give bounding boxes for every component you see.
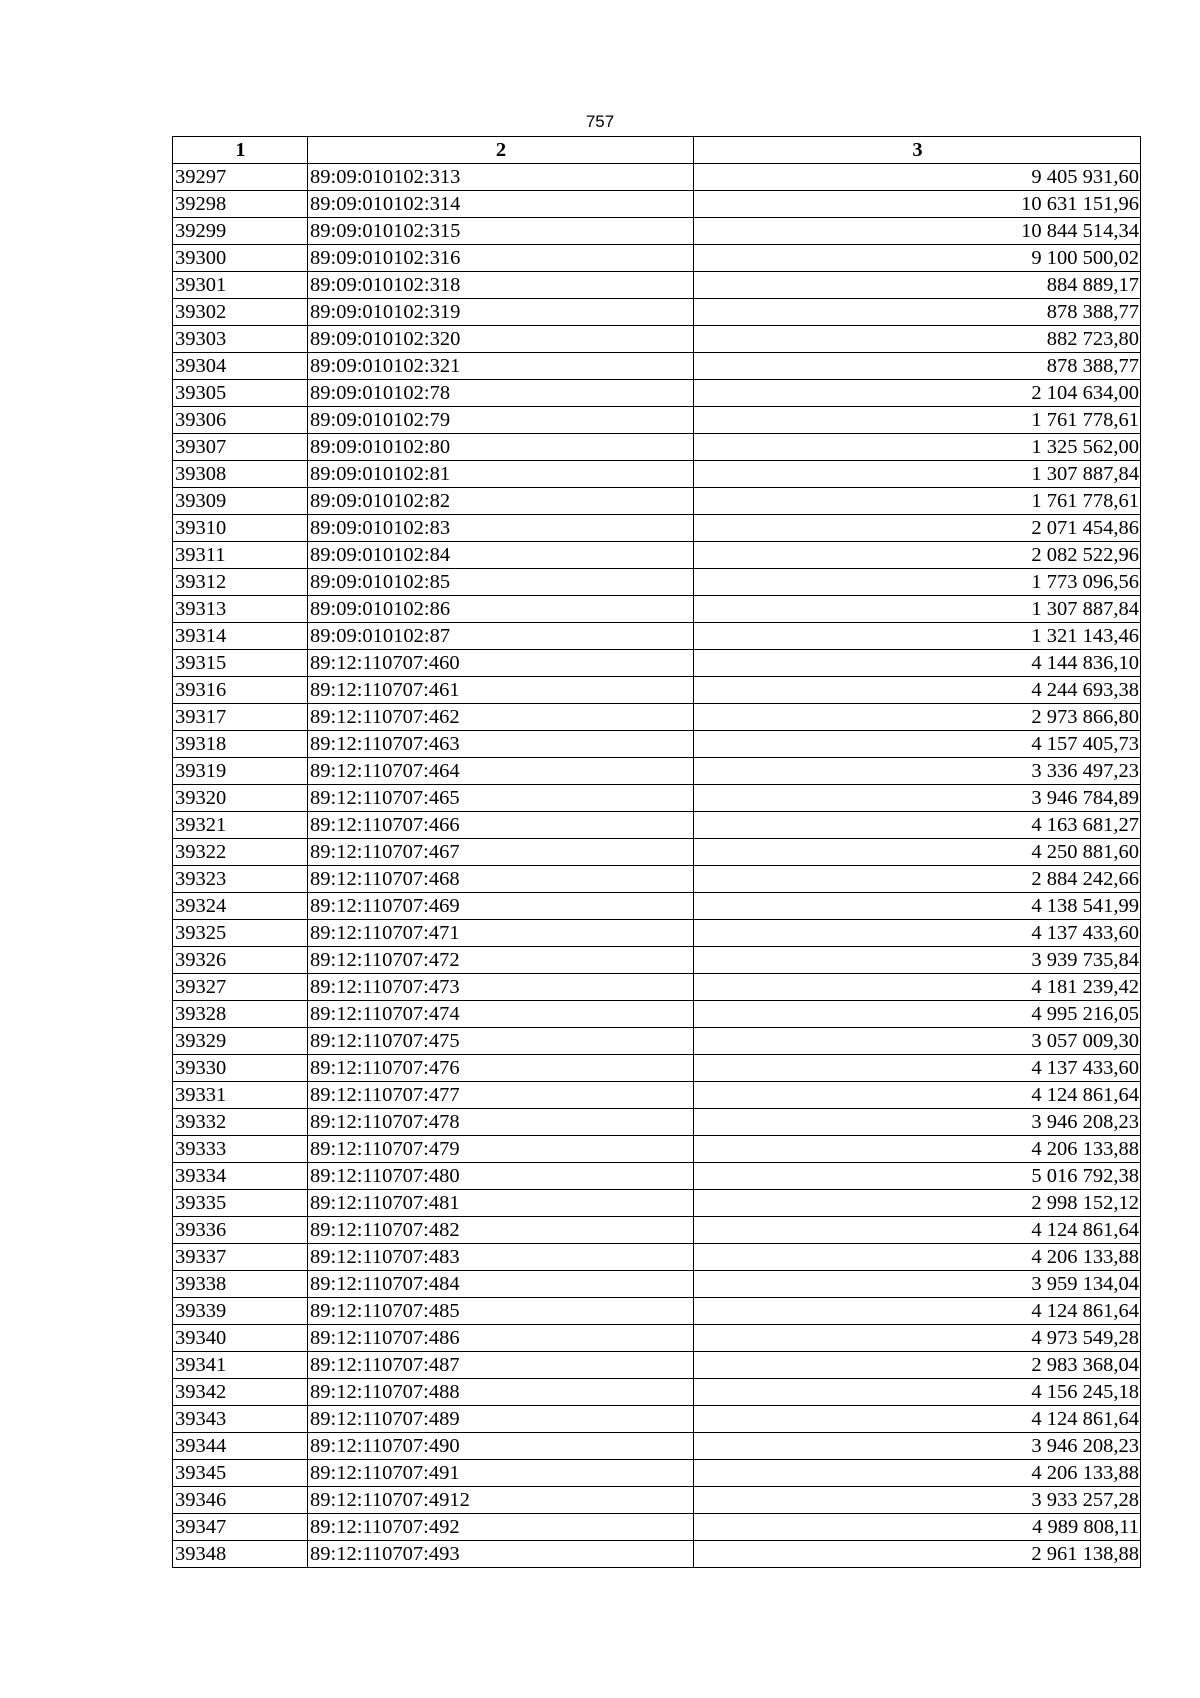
cadastral-number-cell: 89:12:110707:466 [308,812,694,839]
row-number-cell: 39321 [173,812,308,839]
cadastral-number-cell: 89:12:110707:461 [308,677,694,704]
table-row [173,1109,1141,1136]
cadastral-number-cell: 89:12:110707:464 [308,758,694,785]
value-cell: 1 321 143,46 [694,623,1141,650]
table-row [173,1325,1141,1352]
row-number-cell: 39318 [173,731,308,758]
value-cell: 4 137 433,60 [694,920,1141,947]
cadastral-number-cell: 89:12:110707:480 [308,1163,694,1190]
row-number-cell: 39332 [173,1109,308,1136]
table-row [173,731,1141,758]
registry-table [172,136,1141,1568]
value-cell: 4 973 549,28 [694,1325,1141,1352]
cadastral-number-cell: 89:09:010102:321 [308,353,694,380]
row-number-cell: 39326 [173,947,308,974]
row-number-cell: 39297 [173,164,308,191]
value-cell: 1 761 778,61 [694,407,1141,434]
table-row [173,434,1141,461]
value-cell: 4 124 861,64 [694,1406,1141,1433]
row-number-cell: 39319 [173,758,308,785]
cadastral-number-cell: 89:12:110707:490 [308,1433,694,1460]
row-number-cell: 39304 [173,353,308,380]
value-cell: 3 933 257,28 [694,1487,1141,1514]
cadastral-number-cell: 89:12:110707:486 [308,1325,694,1352]
cadastral-number-cell: 89:12:110707:472 [308,947,694,974]
row-number-cell: 39299 [173,218,308,245]
table-row [173,299,1141,326]
row-number-cell: 39329 [173,1028,308,1055]
value-cell: 4 995 216,05 [694,1001,1141,1028]
table-row [173,1136,1141,1163]
table-row [173,164,1141,191]
table-row [173,893,1141,920]
cadastral-number-cell: 89:12:110707:485 [308,1298,694,1325]
row-number-cell: 39312 [173,569,308,596]
cadastral-number-cell: 89:12:110707:488 [308,1379,694,1406]
row-number-cell: 39311 [173,542,308,569]
row-number-cell: 39333 [173,1136,308,1163]
table-row [173,1244,1141,1271]
table-row [173,326,1141,353]
table-row [173,1379,1141,1406]
value-cell: 9 405 931,60 [694,164,1141,191]
row-number-cell: 39324 [173,893,308,920]
value-cell: 4 989 808,11 [694,1514,1141,1541]
table-row [173,380,1141,407]
table-row [173,1487,1141,1514]
cadastral-number-cell: 89:12:110707:475 [308,1028,694,1055]
row-number-cell: 39330 [173,1055,308,1082]
table-row [173,1298,1141,1325]
row-number-cell: 39320 [173,785,308,812]
cadastral-number-cell: 89:09:010102:79 [308,407,694,434]
value-cell: 1 325 562,00 [694,434,1141,461]
value-cell: 878 388,77 [694,299,1141,326]
cadastral-number-cell: 89:12:110707:471 [308,920,694,947]
row-number-cell: 39336 [173,1217,308,1244]
table-row [173,812,1141,839]
cadastral-number-cell: 89:12:110707:4912 [308,1487,694,1514]
table-row [173,1055,1141,1082]
table-row [173,1190,1141,1217]
cadastral-number-cell: 89:12:110707:481 [308,1190,694,1217]
column-header-2: 2 [308,137,694,164]
row-number-cell: 39335 [173,1190,308,1217]
cadastral-number-cell: 89:12:110707:479 [308,1136,694,1163]
cadastral-number-cell: 89:09:010102:83 [308,515,694,542]
table-row [173,488,1141,515]
row-number-cell: 39317 [173,704,308,731]
cadastral-number-cell: 89:09:010102:315 [308,218,694,245]
table-row [173,245,1141,272]
table-row [173,542,1141,569]
table-row [173,677,1141,704]
value-cell: 2 104 634,00 [694,380,1141,407]
cadastral-number-cell: 89:09:010102:314 [308,191,694,218]
value-cell: 3 959 134,04 [694,1271,1141,1298]
table-row [173,1217,1141,1244]
cadastral-number-cell: 89:09:010102:85 [308,569,694,596]
table-row [173,947,1141,974]
table-row [173,353,1141,380]
value-cell: 4 137 433,60 [694,1055,1141,1082]
value-cell: 4 138 541,99 [694,893,1141,920]
value-cell: 4 157 405,73 [694,731,1141,758]
cadastral-number-cell: 89:12:110707:482 [308,1217,694,1244]
table-row [173,1406,1141,1433]
cadastral-number-cell: 89:12:110707:491 [308,1460,694,1487]
value-cell: 4 206 133,88 [694,1244,1141,1271]
table-row [173,515,1141,542]
table-row [173,461,1141,488]
value-cell: 1 761 778,61 [694,488,1141,515]
value-cell: 2 961 138,88 [694,1541,1141,1568]
value-cell: 4 144 836,10 [694,650,1141,677]
row-number-cell: 39323 [173,866,308,893]
value-cell: 4 206 133,88 [694,1460,1141,1487]
table-row [173,407,1141,434]
value-cell: 4 250 881,60 [694,839,1141,866]
value-cell: 2 884 242,66 [694,866,1141,893]
table-row [173,1460,1141,1487]
row-number-cell: 39300 [173,245,308,272]
cadastral-number-cell: 89:09:010102:80 [308,434,694,461]
row-number-cell: 39337 [173,1244,308,1271]
value-cell: 2 071 454,86 [694,515,1141,542]
table-row [173,1271,1141,1298]
value-cell: 2 082 522,96 [694,542,1141,569]
cadastral-number-cell: 89:12:110707:460 [308,650,694,677]
cadastral-number-cell: 89:12:110707:487 [308,1352,694,1379]
table-row [173,1082,1141,1109]
cadastral-number-cell: 89:09:010102:87 [308,623,694,650]
table-row [173,272,1141,299]
value-cell: 4 181 239,42 [694,974,1141,1001]
table-row [173,191,1141,218]
cadastral-number-cell: 89:12:110707:462 [308,704,694,731]
header-row [173,137,1141,164]
value-cell: 9 100 500,02 [694,245,1141,272]
value-cell: 4 163 681,27 [694,812,1141,839]
table-row [173,1541,1141,1568]
row-number-cell: 39322 [173,839,308,866]
table-row [173,596,1141,623]
value-cell: 10 844 514,34 [694,218,1141,245]
value-cell: 4 244 693,38 [694,677,1141,704]
value-cell: 3 057 009,30 [694,1028,1141,1055]
cadastral-number-cell: 89:12:110707:463 [308,731,694,758]
cadastral-number-cell: 89:12:110707:484 [308,1271,694,1298]
cadastral-number-cell: 89:12:110707:492 [308,1514,694,1541]
table-row [173,974,1141,1001]
cadastral-number-cell: 89:12:110707:474 [308,1001,694,1028]
row-number-cell: 39305 [173,380,308,407]
row-number-cell: 39315 [173,650,308,677]
row-number-cell: 39302 [173,299,308,326]
cadastral-number-cell: 89:09:010102:78 [308,380,694,407]
table-row [173,1433,1141,1460]
cadastral-number-cell: 89:12:110707:478 [308,1109,694,1136]
cadastral-number-cell: 89:09:010102:316 [308,245,694,272]
value-cell: 878 388,77 [694,353,1141,380]
value-cell: 882 723,80 [694,326,1141,353]
row-number-cell: 39345 [173,1460,308,1487]
row-number-cell: 39339 [173,1298,308,1325]
row-number-cell: 39301 [173,272,308,299]
value-cell: 1 773 096,56 [694,569,1141,596]
cadastral-number-cell: 89:09:010102:319 [308,299,694,326]
row-number-cell: 39327 [173,974,308,1001]
row-number-cell: 39338 [173,1271,308,1298]
value-cell: 4 124 861,64 [694,1298,1141,1325]
table-header [173,137,1141,164]
row-number-cell: 39308 [173,461,308,488]
table-row [173,758,1141,785]
cadastral-number-cell: 89:12:110707:468 [308,866,694,893]
value-cell: 3 946 208,23 [694,1109,1141,1136]
row-number-cell: 39307 [173,434,308,461]
table-row [173,569,1141,596]
cadastral-number-cell: 89:12:110707:489 [308,1406,694,1433]
cadastral-number-cell: 89:12:110707:493 [308,1541,694,1568]
column-header-1: 1 [173,137,308,164]
row-number-cell: 39306 [173,407,308,434]
row-number-cell: 39309 [173,488,308,515]
table-row [173,1514,1141,1541]
row-number-cell: 39328 [173,1001,308,1028]
cadastral-number-cell: 89:12:110707:473 [308,974,694,1001]
cadastral-number-cell: 89:09:010102:318 [308,272,694,299]
cadastral-number-cell: 89:12:110707:465 [308,785,694,812]
table-row [173,623,1141,650]
value-cell: 1 307 887,84 [694,596,1141,623]
row-number-cell: 39314 [173,623,308,650]
row-number-cell: 39325 [173,920,308,947]
row-number-cell: 39310 [173,515,308,542]
row-number-cell: 39342 [173,1379,308,1406]
row-number-cell: 39343 [173,1406,308,1433]
cadastral-number-cell: 89:12:110707:476 [308,1055,694,1082]
row-number-cell: 39331 [173,1082,308,1109]
row-number-cell: 39316 [173,677,308,704]
table-row [173,866,1141,893]
table-row [173,839,1141,866]
row-number-cell: 39313 [173,596,308,623]
table-row [173,1163,1141,1190]
table-row [173,920,1141,947]
value-cell: 2 983 368,04 [694,1352,1141,1379]
cadastral-number-cell: 89:12:110707:477 [308,1082,694,1109]
table-row [173,1001,1141,1028]
row-number-cell: 39340 [173,1325,308,1352]
cadastral-number-cell: 89:09:010102:81 [308,461,694,488]
value-cell: 1 307 887,84 [694,461,1141,488]
value-cell: 3 946 208,23 [694,1433,1141,1460]
cadastral-number-cell: 89:09:010102:320 [308,326,694,353]
value-cell: 2 973 866,80 [694,704,1141,731]
row-number-cell: 39347 [173,1514,308,1541]
value-cell: 884 889,17 [694,272,1141,299]
page-number: 757 [585,112,615,131]
value-cell: 10 631 151,96 [694,191,1141,218]
row-number-cell: 39303 [173,326,308,353]
value-cell: 3 946 784,89 [694,785,1141,812]
value-cell: 4 124 861,64 [694,1217,1141,1244]
cadastral-number-cell: 89:12:110707:483 [308,1244,694,1271]
cadastral-number-cell: 89:09:010102:86 [308,596,694,623]
row-number-cell: 39334 [173,1163,308,1190]
value-cell: 4 206 133,88 [694,1136,1141,1163]
table-row [173,704,1141,731]
value-cell: 3 939 735,84 [694,947,1141,974]
row-number-cell: 39344 [173,1433,308,1460]
row-number-cell: 39348 [173,1541,308,1568]
column-header-3: 3 [694,137,1141,164]
cadastral-number-cell: 89:09:010102:313 [308,164,694,191]
row-number-cell: 39346 [173,1487,308,1514]
table-body [173,164,1141,1568]
value-cell: 4 124 861,64 [694,1082,1141,1109]
table-row [173,1028,1141,1055]
cadastral-number-cell: 89:12:110707:469 [308,893,694,920]
table-row [173,1352,1141,1379]
table-row [173,650,1141,677]
value-cell: 3 336 497,23 [694,758,1141,785]
table-row [173,218,1141,245]
row-number-cell: 39341 [173,1352,308,1379]
cadastral-number-cell: 89:09:010102:84 [308,542,694,569]
row-number-cell: 39298 [173,191,308,218]
cadastral-number-cell: 89:12:110707:467 [308,839,694,866]
value-cell: 4 156 245,18 [694,1379,1141,1406]
value-cell: 5 016 792,38 [694,1163,1141,1190]
cadastral-number-cell: 89:09:010102:82 [308,488,694,515]
table-row [173,785,1141,812]
value-cell: 2 998 152,12 [694,1190,1141,1217]
